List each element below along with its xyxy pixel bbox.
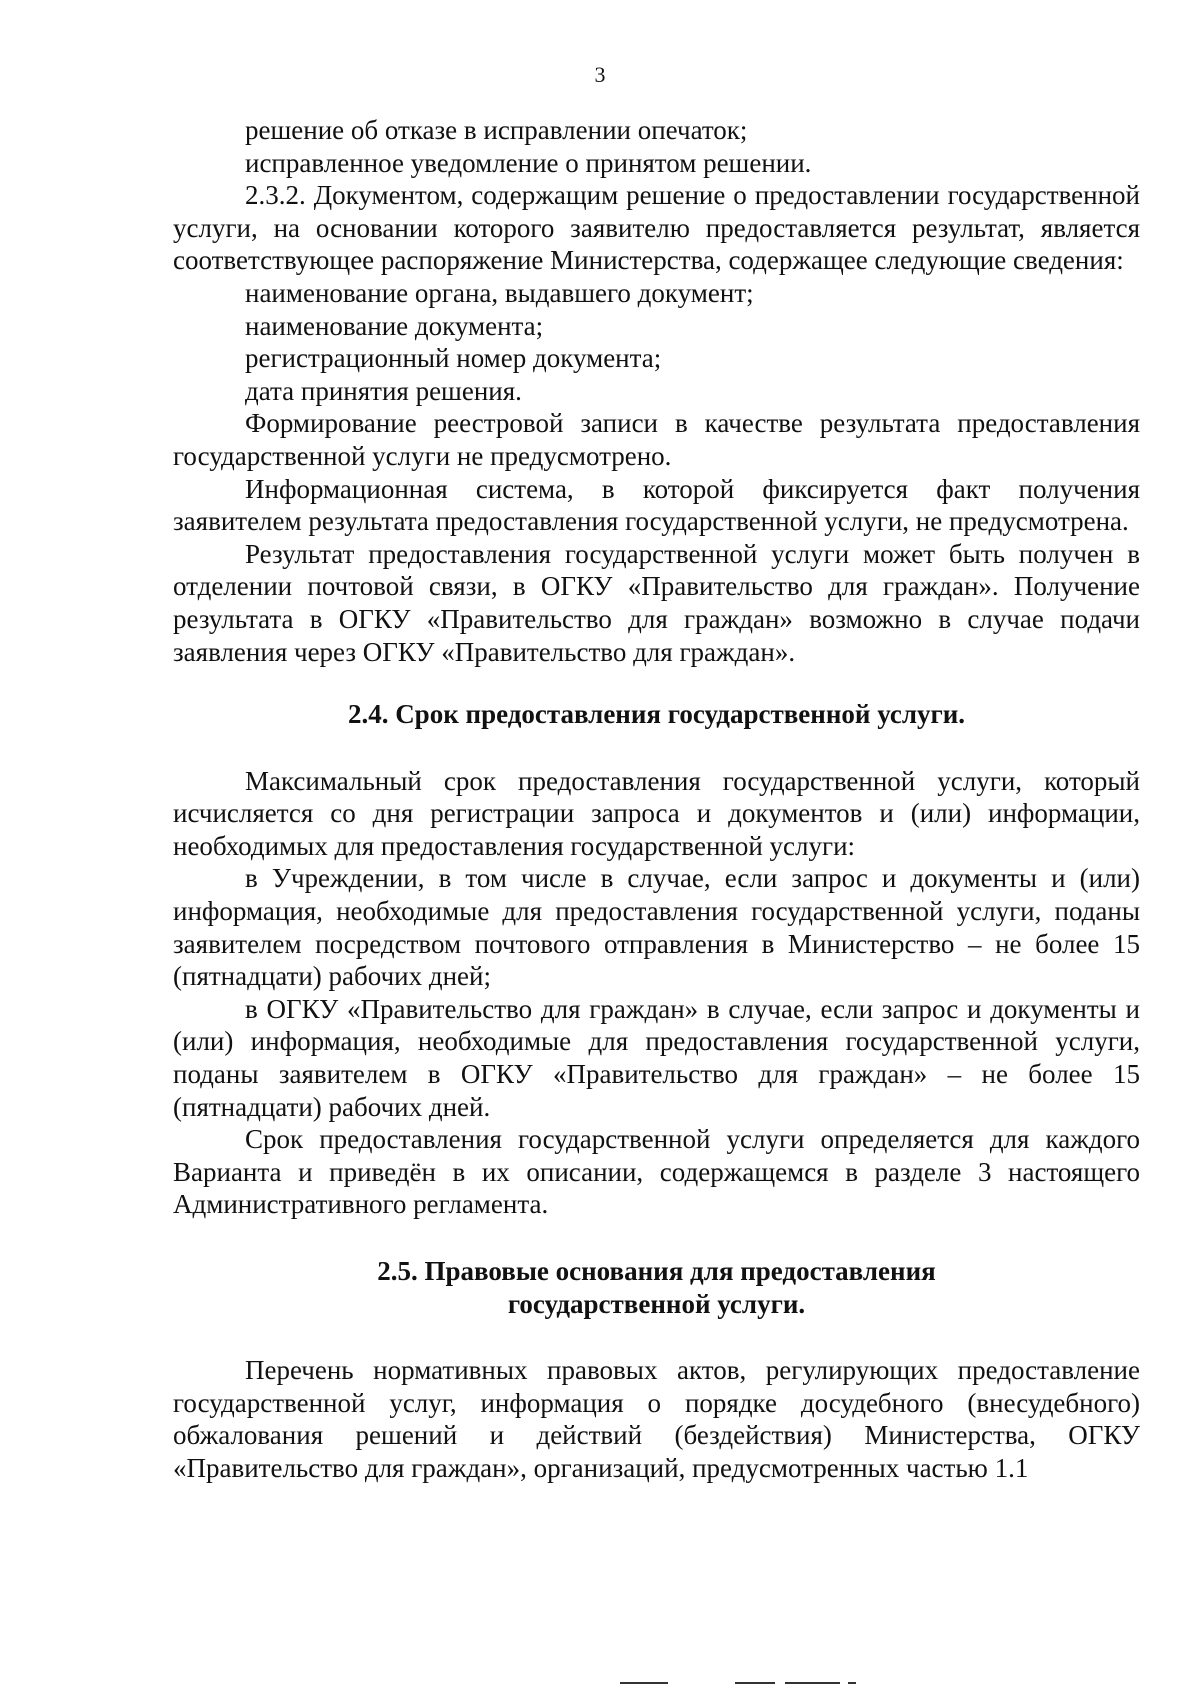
paragraph-result-delivery: Результат предоставления государственной услуги может быть получен в отделении почтовой связи, в ОГКУ «Правительство для граждан». Получение результата в ОГКУ «Правительство для граждан» возможно в случае подачи заявления через ОГКУ «Правительство для граждан».	[173, 538, 1140, 667]
list-item-refusal-decision: решение об отказе в исправлении опечаток;	[245, 115, 748, 145]
section-heading-2-5	[173, 1255, 1140, 1320]
section-heading-2-4: 2.4. Срок предоставления государственной услуги.	[347, 699, 966, 730]
list-item-document-name: наименование документа;	[245, 310, 544, 341]
list-item-authority-name: наименование органа, выдавшего документ;	[245, 277, 754, 308]
paragraph-term-variant: Срок предоставления государственной услуги определяется для каждого Варианта и приведён в их описании, содержащемся в разделе 3 настоящего Административного регламента.	[173, 1124, 1140, 1220]
paragraph-2-3-2: 2.3.2. Документом, содержащим решение о предоставлении государственной услуги, на основании которого заявителю предоставляется результат, является соответствующее распоряжение Министерства, содержащее следующие сведения:	[173, 180, 1140, 276]
paragraph-term-institution: в Учреждении, в том числе в случае, если запрос и документы и (или) информация, необходимые для предоставления государственной услуги, поданы заявителем посредством почтового отправления в Министерство – не более 15 (пятнадцати) рабочих дней;	[173, 863, 1140, 992]
footer-mark	[848, 1682, 856, 1684]
section-heading-2-5-line2: государственной услуги.	[507, 1288, 806, 1319]
section-heading-2-5-line1: 2.5. Правовые основания для предоставления	[377, 1256, 936, 1286]
footer-scan-marks	[0, 1680, 1200, 1692]
footer-mark	[785, 1682, 840, 1684]
list-item-decision-date: дата принятия решения.	[245, 375, 522, 406]
list-item-corrected-notice: исправленное уведомление о принятом решении.	[245, 147, 812, 178]
paragraph-registry-record: Формирование реестровой записи в качестве результата предоставления государственной услуги не предусмотрено.	[173, 408, 1140, 471]
paragraph-term-ogku: в ОГКУ «Правительство для граждан» в случае, если запрос и документы и (или) информация, необходимые для предоставления государственной услуги, поданы заявителем в ОГКУ «Правительство для граждан» – не более 15 (пятнадцати) рабочих дней.	[173, 993, 1140, 1122]
paragraph-legal-acts: Перечень нормативных правовых актов, регулирующих предоставление государственной услуг, информация о порядке досудебного (внесудебного) обжалования решений и действий (бездействия) Министерства, ОГКУ «Правительство для граждан», организаций, предусмотренных частью 1.1	[173, 1355, 1140, 1483]
footer-mark	[620, 1682, 668, 1684]
footer-mark	[735, 1682, 775, 1684]
list-item-registration-number: регистрационный номер документа;	[245, 343, 662, 374]
paragraph-information-system: Информационная система, в которой фиксируется факт получения заявителем результата предоставления государственной услуги, не предусмотрена.	[173, 473, 1140, 537]
paragraph-max-term: Максимальный срок предоставления государственной услуги, который исчисляется со дня регистрации запроса и документов и (или) информации, необходимых для предоставления государственной услуги:	[173, 765, 1140, 861]
page-number: 3	[594, 62, 606, 87]
document-body	[173, 114, 1140, 1485]
